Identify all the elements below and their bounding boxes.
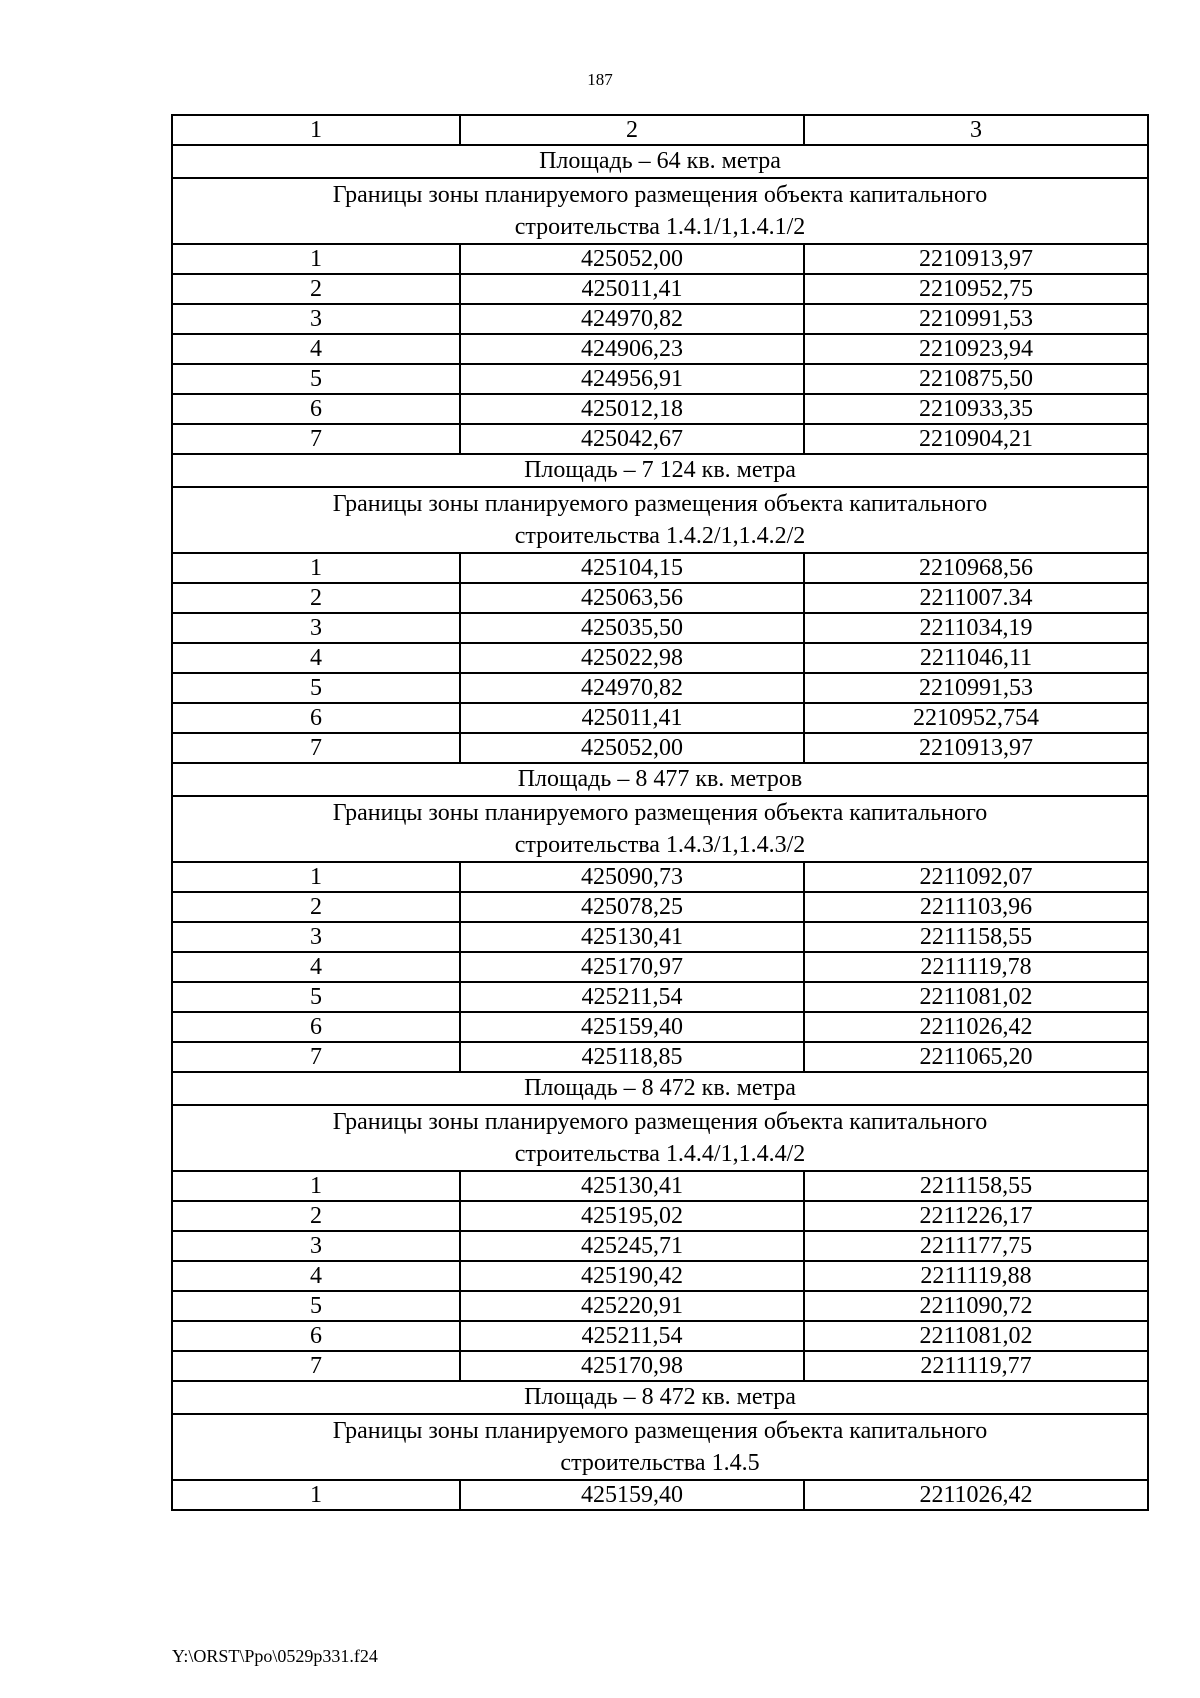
coordinate-y: 2211103,96 [804,892,1148,922]
coordinate-x: 425170,98 [460,1351,804,1381]
boundary-description [172,1414,1148,1480]
coordinate-y: 2211026,42 [804,1480,1148,1510]
coordinate-x: 424970,82 [460,304,804,334]
table-row [172,643,1148,673]
table-row [172,952,1148,982]
area-label: Площадь – 64 кв. метра [172,145,1148,178]
coordinate-x: 425090,73 [460,862,804,892]
area-label: Площадь – 8 477 кв. метров [172,763,1148,796]
coordinate-y: 2211090,72 [804,1291,1148,1321]
table-row [172,274,1148,304]
coordinate-x: 425159,40 [460,1012,804,1042]
boundary-description [172,1105,1148,1171]
coordinate-y: 2211007.34 [804,583,1148,613]
table-row [172,1231,1148,1261]
coordinate-x: 425118,85 [460,1042,804,1072]
boundary-row [172,487,1148,553]
point-number: 6 [172,394,460,424]
table-row [172,982,1148,1012]
coordinate-x: 425159,40 [460,1480,804,1510]
coordinate-y: 2211065,20 [804,1042,1148,1072]
coordinate-y: 2211119,88 [804,1261,1148,1291]
point-number: 2 [172,583,460,613]
point-number: 6 [172,1012,460,1042]
point-number: 2 [172,1201,460,1231]
area-row [172,454,1148,487]
boundary-line-2: строительства 1.4.3/1,1.4.3/2 [514,832,806,858]
point-number: 7 [172,733,460,763]
boundary-line-2: строительства 1.4.4/1,1.4.4/2 [514,1141,806,1167]
table-row [172,394,1148,424]
coordinate-y: 2211158,55 [804,1171,1148,1201]
coordinate-y: 2211158,55 [804,922,1148,952]
table-row [172,1321,1148,1351]
coordinate-x: 425130,41 [460,922,804,952]
boundary-row [172,1414,1148,1480]
table-row [172,733,1148,763]
coordinate-y: 2210933,35 [804,394,1148,424]
coordinate-y: 2210968,56 [804,553,1148,583]
table-row [172,1480,1148,1510]
coordinate-x: 425195,02 [460,1201,804,1231]
table-row [172,892,1148,922]
coordinate-x: 425190,42 [460,1261,804,1291]
point-number: 6 [172,703,460,733]
area-label: Площадь – 8 472 кв. метра [172,1381,1148,1414]
coordinate-x: 424906,23 [460,334,804,364]
point-number: 1 [172,553,460,583]
header-cell-2: 2 [460,115,804,145]
coordinate-x: 425022,98 [460,643,804,673]
coordinate-y: 2210923,94 [804,334,1148,364]
coordinate-y: 2211026,42 [804,1012,1148,1042]
coordinate-y: 2211119,77 [804,1351,1148,1381]
table-row [172,1291,1148,1321]
coordinate-x: 425011,41 [460,274,804,304]
point-number: 1 [172,1171,460,1201]
coordinate-y: 2210904,21 [804,424,1148,454]
coordinate-x: 425052,00 [460,733,804,763]
coordinate-y: 2211081,02 [804,982,1148,1012]
point-number: 1 [172,244,460,274]
table-row [172,1171,1148,1201]
point-number: 2 [172,892,460,922]
table-row [172,1261,1148,1291]
point-number: 4 [172,1261,460,1291]
coordinate-y: 2211092,07 [804,862,1148,892]
coordinates-table [171,114,1149,1511]
table-row [172,1351,1148,1381]
point-number: 3 [172,304,460,334]
coordinate-x: 425063,56 [460,583,804,613]
table-row [172,613,1148,643]
coordinate-x: 425104,15 [460,553,804,583]
area-row [172,1381,1148,1414]
coordinate-x: 425130,41 [460,1171,804,1201]
table-row [172,1201,1148,1231]
table-row [172,334,1148,364]
table-row [172,1012,1148,1042]
point-number: 6 [172,1321,460,1351]
coordinate-y: 2210952,754 [804,703,1148,733]
coordinate-x: 425012,18 [460,394,804,424]
page-number: 187 [587,70,613,89]
area-row [172,1072,1148,1105]
point-number: 2 [172,274,460,304]
point-number: 4 [172,643,460,673]
area-row [172,145,1148,178]
coordinate-x: 425042,67 [460,424,804,454]
boundary-description [172,178,1148,244]
table-row [172,364,1148,394]
area-label: Площадь – 8 472 кв. метра [172,1072,1148,1105]
point-number: 5 [172,1291,460,1321]
point-number: 1 [172,862,460,892]
table-row [172,703,1148,733]
point-number: 7 [172,1042,460,1072]
boundary-row [172,796,1148,862]
area-label: Площадь – 7 124 кв. метра [172,454,1148,487]
coordinate-y: 2211034,19 [804,613,1148,643]
coordinate-y: 2211226,17 [804,1201,1148,1231]
coordinate-y: 2210875,50 [804,364,1148,394]
boundary-line-1: Границы зоны планируемого размещения объекта капитального [332,800,988,826]
coordinate-x: 424970,82 [460,673,804,703]
coordinate-x: 425220,91 [460,1291,804,1321]
coordinate-x: 425170,97 [460,952,804,982]
boundary-line-1: Границы зоны планируемого размещения объекта капитального [332,1109,988,1135]
coordinate-x: 425211,54 [460,982,804,1012]
coordinate-y: 2211081,02 [804,1321,1148,1351]
boundary-row [172,1105,1148,1171]
coordinate-y: 2211177,75 [804,1231,1148,1261]
coordinate-x: 424956,91 [460,364,804,394]
coordinate-y: 2210913,97 [804,733,1148,763]
boundary-line-1: Границы зоны планируемого размещения объекта капитального [332,491,988,517]
coordinate-y: 2210952,75 [804,274,1148,304]
coordinate-y: 2210991,53 [804,304,1148,334]
header-row [172,115,1148,145]
table-row [172,922,1148,952]
table-row [172,673,1148,703]
point-number: 3 [172,613,460,643]
file-path-footer: Y:\ORST\Ppo\0529p331.f24 [172,1646,378,1666]
table-row [172,583,1148,613]
table-row [172,1042,1148,1072]
table-row [172,304,1148,334]
table-row [172,862,1148,892]
coordinate-x: 425245,71 [460,1231,804,1261]
point-number: 7 [172,424,460,454]
point-number: 1 [172,1480,460,1510]
header-cell-3: 3 [804,115,1148,145]
boundary-row [172,178,1148,244]
boundary-line-2: строительства 1.4.2/1,1.4.2/2 [514,523,806,549]
coordinate-y: 2211119,78 [804,952,1148,982]
coordinate-y: 2210991,53 [804,673,1148,703]
area-row [172,763,1148,796]
table-row [172,424,1148,454]
boundary-description [172,796,1148,862]
coordinate-x: 425052,00 [460,244,804,274]
coordinate-x: 425035,50 [460,613,804,643]
header-cell-1: 1 [172,115,460,145]
point-number: 7 [172,1351,460,1381]
point-number: 4 [172,952,460,982]
point-number: 5 [172,982,460,1012]
coordinate-x: 425078,25 [460,892,804,922]
coordinate-x: 425011,41 [460,703,804,733]
point-number: 5 [172,364,460,394]
point-number: 3 [172,1231,460,1261]
point-number: 3 [172,922,460,952]
coordinate-y: 2211046,11 [804,643,1148,673]
coordinate-x: 425211,54 [460,1321,804,1351]
boundary-line-1: Границы зоны планируемого размещения объекта капитального [332,1418,988,1444]
boundary-line-2: строительства 1.4.1/1,1.4.1/2 [514,214,806,240]
point-number: 4 [172,334,460,364]
table-row [172,553,1148,583]
point-number: 5 [172,673,460,703]
boundary-line-1: Границы зоны планируемого размещения объекта капитального [332,182,988,208]
boundary-description [172,487,1148,553]
boundary-line-2: строительства 1.4.5 [560,1450,760,1476]
table-row [172,244,1148,274]
coordinate-y: 2210913,97 [804,244,1148,274]
